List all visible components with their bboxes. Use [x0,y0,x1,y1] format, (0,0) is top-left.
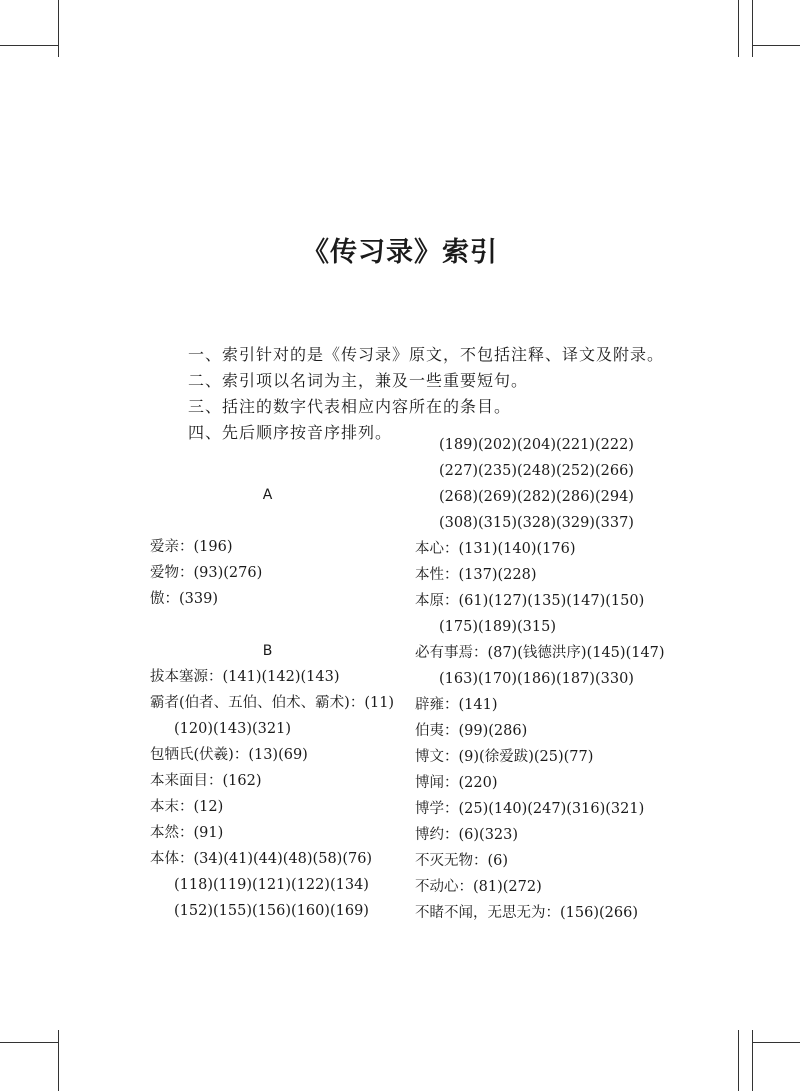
crop-mark [0,1042,58,1043]
crop-mark [752,45,800,46]
index-entry: 辟雍：(141) [415,697,498,713]
index-entry: 本体：(34)(41)(44)(48)(58)(76) [150,851,373,867]
crop-mark [58,1030,59,1091]
page-title: 《传习录》索引 [302,237,498,268]
crop-mark [752,0,753,57]
index-entry: 爱物：(93)(276) [150,565,263,581]
note-line: 四、先后顺序按音序排列。 [188,423,393,442]
section-letter: B [262,643,273,659]
index-entry-continuation: (308)(315)(328)(329)(337) [439,515,634,531]
index-entry-continuation: (268)(269)(282)(286)(294) [439,489,634,505]
index-entry: 霸者(伯者、五伯、伯术、霸术)：(11) [150,695,395,711]
index-entry: 不睹不闻，无思无为：(156)(266) [415,905,638,921]
index-entry-continuation: (118)(119)(121)(122)(134) [174,877,369,893]
index-left-column [150,482,405,924]
spacer [150,508,405,534]
index-entry: 博约：(6)(323) [415,827,519,843]
crop-mark [738,0,739,57]
spacer [150,612,405,638]
crop-mark [752,1042,800,1043]
note-line: 二、索引项以名词为主，兼及一些重要短句。 [188,371,529,390]
index-entry: 本然：(91) [150,825,224,841]
index-entry: 爱亲：(196) [150,539,233,555]
index-entry-continuation: (120)(143)(321) [174,721,291,737]
index-entry: 博闻：(220) [415,775,498,791]
crop-mark [0,45,58,46]
index-entry: 本心：(131)(140)(176) [415,541,576,557]
index-entry-continuation: (227)(235)(248)(252)(266) [439,463,634,479]
crop-mark [738,1030,739,1091]
index-entry: 博学：(25)(140)(247)(316)(321) [415,801,645,817]
index-entry-continuation: (175)(189)(315) [439,619,556,635]
crop-mark [752,1030,753,1091]
index-entry-continuation: (163)(170)(186)(187)(330) [439,671,634,687]
index-entry: 本原：(61)(127)(135)(147)(150) [415,593,645,609]
index-right-column [415,432,675,926]
index-entry: 伯夷：(99)(286) [415,723,528,739]
index-entry: 博文：(9)(徐爱跋)(25)(77) [415,749,594,765]
index-entry: 本性：(137)(228) [415,567,537,583]
index-notes [188,342,708,446]
index-entry: 必有事焉：(87)(钱德洪序)(145)(147) [415,645,665,661]
index-entry: 傲：(339) [150,591,218,607]
note-line: 三、括注的数字代表相应内容所在的条目。 [188,397,512,416]
index-entry-continuation: (152)(155)(156)(160)(169) [174,903,369,919]
section-letter: A [262,487,273,503]
index-entry: 不动心：(81)(272) [415,879,542,895]
note-line: 一、索引针对的是《传习录》原文，不包括注释、译文及附录。 [188,345,665,364]
index-entry: 拔本塞源：(141)(142)(143) [150,669,340,685]
index-entry: 本来面目：(162) [150,773,262,789]
crop-mark [58,0,59,57]
index-entry: 包牺氏(伏羲)：(13)(69) [150,747,308,763]
index-entry-continuation: (189)(202)(204)(221)(222) [439,437,634,453]
index-entry: 不灭无物：(6) [415,853,509,869]
index-entry: 本末：(12) [150,799,224,815]
